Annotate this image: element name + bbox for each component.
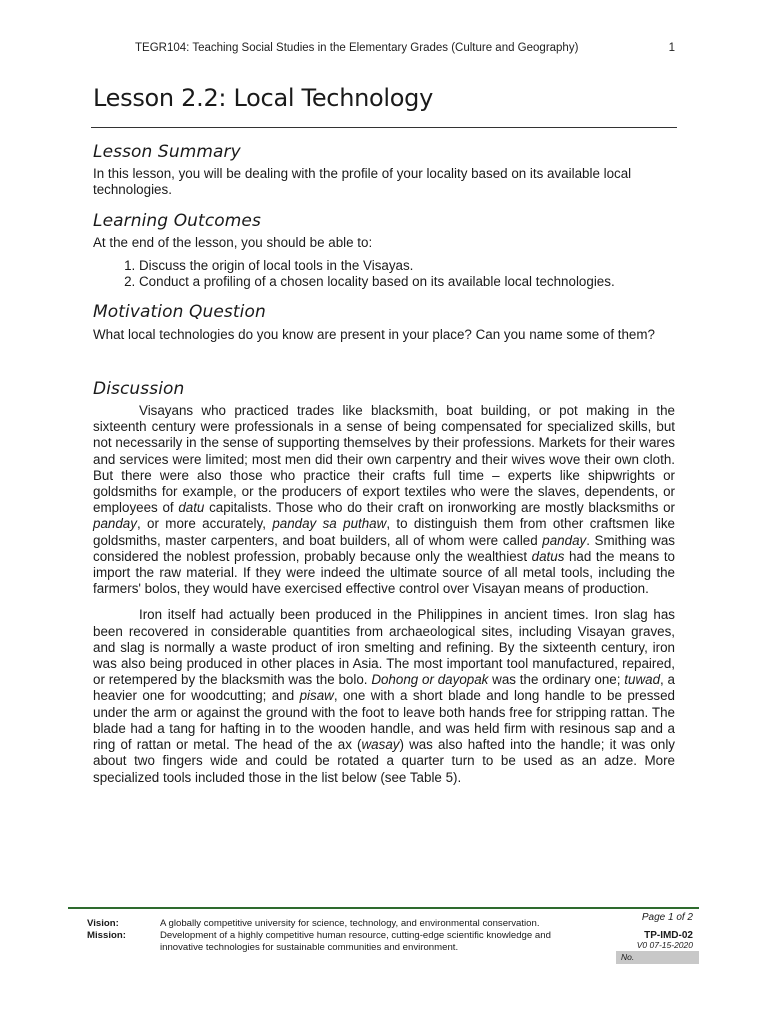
text-run: capitalists. Those who do their craft on ironworking are mostly blacksmiths or [204, 500, 675, 516]
italic-term: tuwad [624, 672, 661, 688]
italic-term: datu [178, 500, 205, 516]
running-header [135, 42, 675, 54]
text-run: ) was also hafted into the handle; it was only about two fingers wide and could be rotated a quarter turn to be used as an adze. More specialized tools included those in the list below (see Table 5). [93, 737, 675, 785]
page-number: 1 [668, 42, 675, 54]
italic-term: datus [531, 548, 565, 564]
title-divider [91, 127, 677, 128]
number-box: No. [616, 951, 699, 964]
lesson-title: Lesson 2.2: Local Technology [93, 84, 433, 112]
text-run: was the ordinary one; [488, 672, 625, 688]
discussion-paragraph-2 [93, 607, 675, 785]
outcome-item: 1. Discuss the origin of local tools in the Visayas. [139, 258, 675, 274]
discussion-heading: Discussion [93, 378, 185, 399]
discussion-section [93, 378, 676, 786]
italic-term: panday sa puthaw [272, 516, 387, 532]
text-run: Visayans who practiced trades like blacksmith, boat building, or pot making in the sixteenth century were professionals in a sense of being compensated for specialized skills, but not necessarily in the sense of supporting themselves by their professions. Markets for their wares and services were limited; most men did their own carpentry and their wives wove their own cloth. But there were also those who practice their crafts full time – experts like shipwrights or goldsmiths for example, or the producers of export textiles who were the slaves, dependents, or employees of [93, 403, 675, 516]
mission-label: Mission: [87, 930, 126, 941]
text-run: , to distinguish them from other craftsmen like goldsmiths, master carpenters, and boat builders, all of whom were called [93, 516, 676, 548]
learning-outcomes-heading: Learning Outcomes [93, 210, 261, 231]
learning-outcomes-intro: At the end of the lesson, you should be able to: [93, 234, 373, 250]
italic-term: panday [93, 516, 137, 532]
outcomes-list [93, 258, 675, 290]
outcome-item: 2. Conduct a profiling of a chosen locality based on its available local technologies. [139, 274, 675, 290]
italic-term: panday [542, 532, 587, 548]
text-run: , one with a short blade and long handle to be pressed under the arm or against the ground with the foot to leave both hands free for stripping rattan. The blade had a tang for hafting in to the wooden handle, and was held firm with resinous sap and a ring of rattan or metal. The head of the ax ( [93, 688, 675, 753]
discussion-paragraph-1 [93, 403, 675, 597]
footer-divider [68, 907, 699, 909]
document-code: TP-IMD-02 [644, 930, 693, 941]
italic-term: pisaw [299, 688, 334, 704]
italic-term: Dohong or dayopak [371, 672, 489, 688]
lesson-summary-heading: Lesson Summary [93, 142, 241, 162]
text-run: , a heavier one for woodcutting; and [93, 672, 675, 704]
text-run: had the means to import the raw material. If they were indeed the ultimate source of all metal tools, including the farmers' bolos, they would have exercised effective control over Visayan means of production. [93, 548, 675, 597]
lesson-content [93, 144, 675, 786]
lesson-summary-section [93, 144, 675, 199]
vision-text: A globally competitive university for science, technology, and environmental conservation. [160, 918, 540, 929]
mission-text: Development of a highly competitive human resource, cutting-edge scientific knowledge and innovative technologies for sustainable communities and environment. [160, 930, 551, 953]
page-of-count: Page 1 of 2 [641, 912, 693, 923]
motivation-heading: Motivation Question [93, 302, 266, 323]
course-title: TEGR104: Teaching Social Studies in the Elementary Grades (Culture and Geography) [135, 42, 579, 54]
learning-outcomes-section [93, 210, 675, 291]
text-run: . Smithing was considered the noblest profession, probably because only the wealthiest [93, 532, 675, 564]
version-date: V0 07-15-2020 [636, 940, 693, 950]
vision-label: Vision: [87, 918, 119, 929]
lesson-summary-text: In this lesson, you will be dealing with the profile of your locality based on its available local technologies. [93, 166, 632, 198]
motivation-text: What local technologies do you know are present in your place? Can you name some of them? [93, 326, 655, 342]
italic-term: wasay [361, 737, 400, 753]
motivation-section [93, 304, 675, 342]
text-run: Iron itself had actually been produced in the Philippines in ancient times. Iron slag has been recovered in considerable quantities from archaeological sites, including Visayan graves, and slag is normally a waste product of iron smelting and refining. By the sixteenth century, iron was also being produced in other places in Asia. The most important tool manufactured, repaired, or retempered by the blacksmith was the bolo. [93, 607, 675, 688]
text-run: , or more accurately, [136, 516, 273, 532]
